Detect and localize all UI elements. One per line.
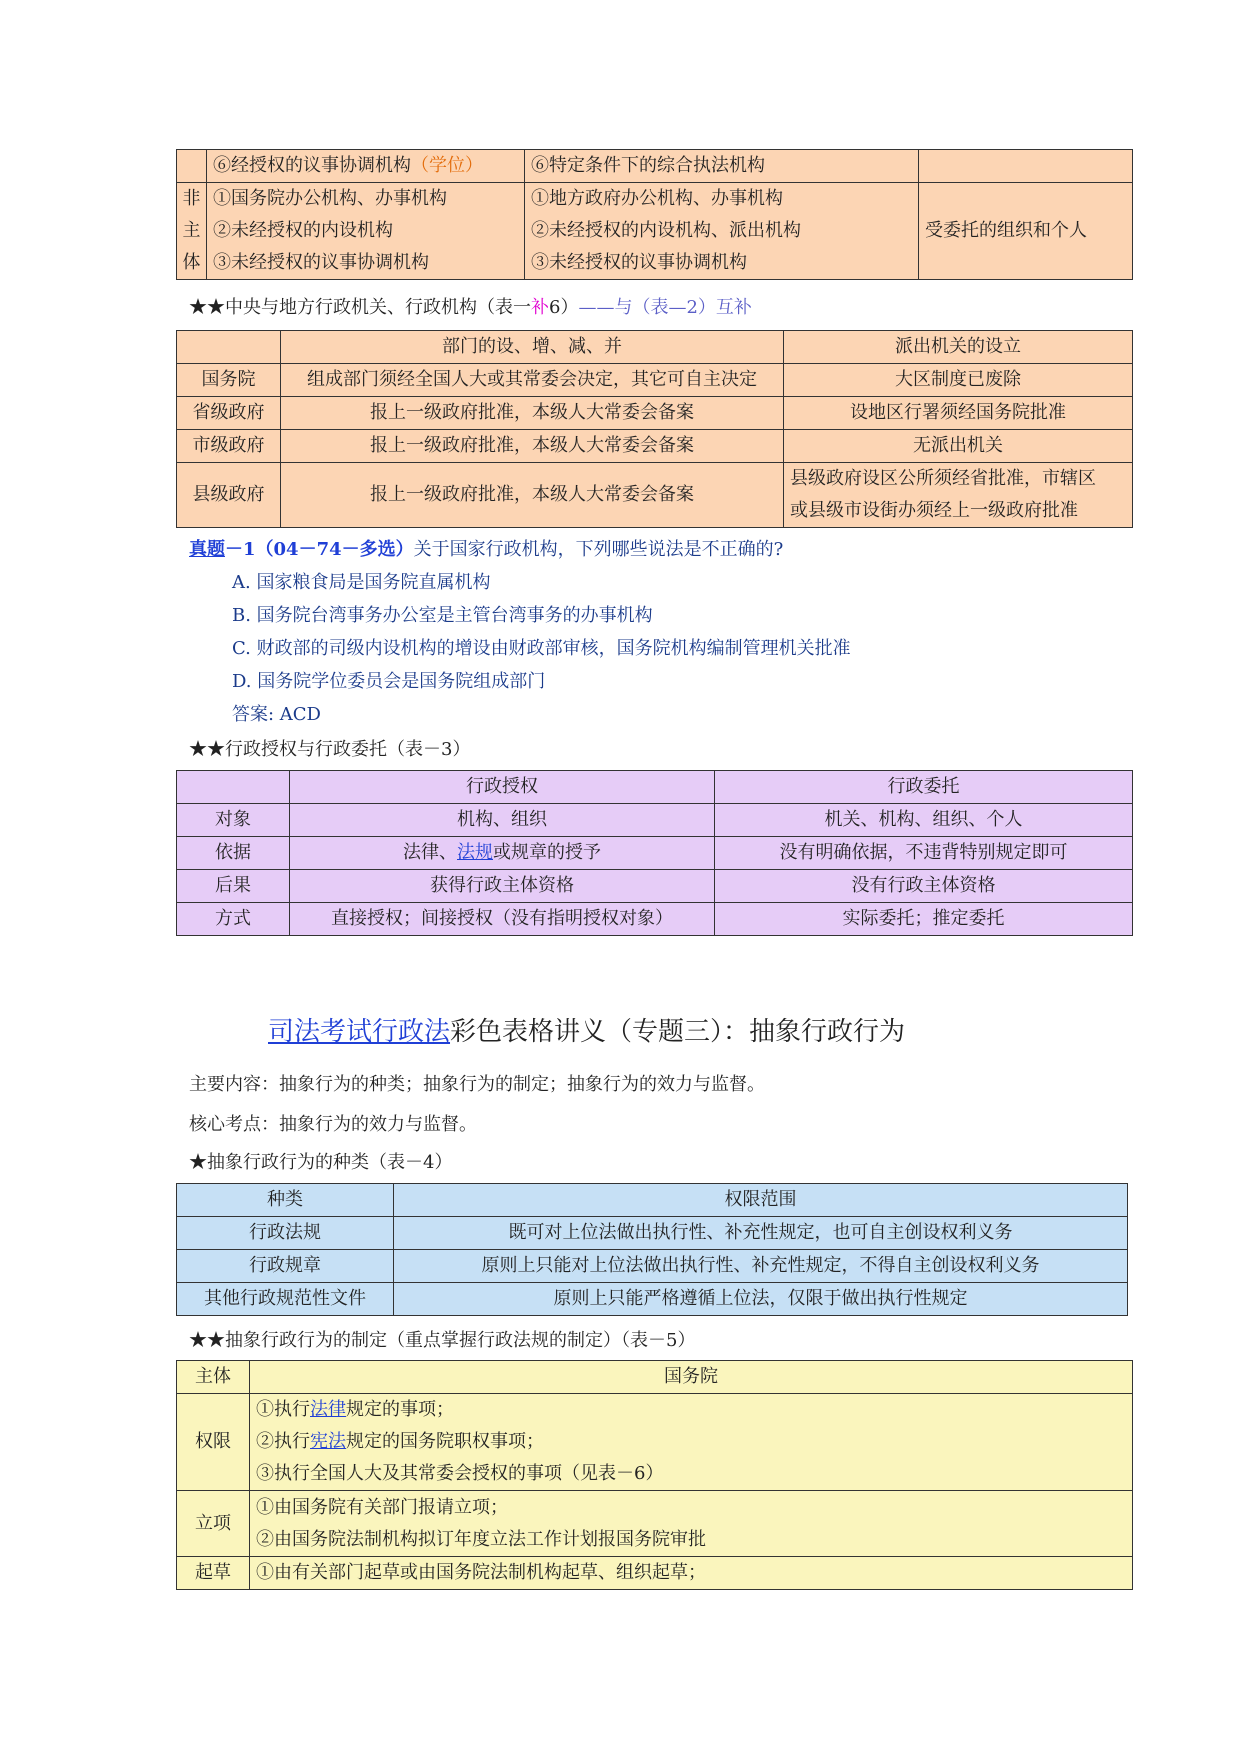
table-row: 权限 ①执行法律规定的事项； ②执行宪法规定的国务院职权事项； ③执行全国人大及其常委会授权的事项（见表－6）: [177, 1394, 1133, 1491]
section-heading-central-local: ★★中央与地方行政机关、行政机构（表一补6）——与（表—2）互补: [189, 297, 752, 318]
table-abstract-act-types: [176, 1183, 1128, 1316]
section-heading-types: ★抽象行政行为的种类（表－4）: [189, 1152, 453, 1173]
table-row: 其他行政规范性文件 原则上只能严格遵循上位法，仅限于做出执行性规定: [177, 1283, 1128, 1316]
link-xianfa[interactable]: 宪法: [310, 1431, 346, 1452]
page-title: 司法考试行政法彩色表格讲义（专题三）：抽象行政行为: [268, 1017, 906, 1047]
table-row: 方式 直接授权；间接授权（没有指明授权对象） 实际委托；推定委托: [177, 903, 1133, 936]
option-b: B. 国务院台湾事务办公室是主管台湾事务的办事机构: [232, 605, 653, 626]
core-point-line: 核心考点：抽象行为的效力与监督。: [189, 1114, 477, 1135]
table-row: 行政规章 原则上只能对上位法做出执行性、补充性规定，不得自主创设权利义务: [177, 1250, 1128, 1283]
table-row: 市级政府 报上一级政府批准，本级人大常委会备案 无派出机关: [177, 430, 1133, 463]
table-row: [177, 150, 1133, 183]
table-cell: ①国务院办公机构、办事机构 ②未经授权的内设机构 ③未经授权的议事协调机构: [207, 183, 525, 280]
table-cell: [919, 150, 1133, 183]
option-d: D. 国务院学位委员会是国务院组成部门: [232, 671, 546, 692]
table-subject-continuation: [176, 149, 1133, 280]
table-header-row: 种类 权限范围: [177, 1184, 1128, 1217]
exam-question: 真题－1（04－74－多选）关于国家行政机构，下列哪些说法是不正确的?: [189, 539, 784, 560]
table-row: 对象 机构、组织 机关、机构、组织、个人: [177, 804, 1133, 837]
table-cell: ⑥特定条件下的综合执法机构: [525, 150, 919, 183]
option-c: C. 财政部的司级内设机构的增设由财政部审核，国务院机构编制管理机关批准: [232, 638, 851, 659]
table-central-local-organs: [176, 330, 1133, 528]
table-row: 依据 法律、法规或规章的授予 没有明确依据，不违背特别规定即可: [177, 837, 1133, 870]
table-row: 行政法规 既可对上位法做出执行性、补充性规定，也可自主创设权利义务: [177, 1217, 1128, 1250]
table-row: 后果 获得行政主体资格 没有行政主体资格: [177, 870, 1133, 903]
option-a: A. 国家粮食局是国务院直属机构: [232, 572, 491, 593]
table-row: 省级政府 报上一级政府批准，本级人大常委会备案 设地区行署须经国务院批准: [177, 397, 1133, 430]
table-row: 起草 ①由有关部门起草或由国务院法制机构起草、组织起草；: [177, 1557, 1133, 1590]
table-regulation-formulation: [176, 1360, 1133, 1590]
table-row: [177, 183, 1133, 280]
answer: 答案: ACD: [232, 704, 321, 725]
table-authorization-delegation: [176, 770, 1133, 936]
link-falv[interactable]: 法律: [310, 1399, 346, 1420]
table-header-row: 行政授权 行政委托: [177, 771, 1133, 804]
table-header-row: 部门的设、增、减、并 派出机关的设立: [177, 331, 1133, 364]
title-link[interactable]: 司法考试行政法: [268, 1017, 451, 1047]
table-header-row: 主体 国务院: [177, 1361, 1133, 1394]
table-cell: ①地方政府办公机构、办事机构 ②未经授权的内设机构、派出机构 ③未经授权的议事协调机构: [525, 183, 919, 280]
main-content-line: 主要内容：抽象行为的种类；抽象行为的制定；抽象行为的效力与监督。: [189, 1074, 765, 1095]
table-row: 县级政府 报上一级政府批准，本级人大常委会备案 县级政府设区公所须经省批准，市辖区 或县级市设街办须经上一级政府批准: [177, 463, 1133, 528]
link-fagui[interactable]: 法规: [457, 842, 493, 863]
table-cell: ⑥经授权的议事协调机构（学位）: [207, 150, 525, 183]
table-row: 立项 ①由国务院有关部门报请立项； ②由国务院法制机构拟订年度立法工作计划报国务院审批: [177, 1491, 1133, 1557]
section-heading-formulation: ★★抽象行政行为的制定（重点掌握行政法规的制定）（表－5）: [189, 1330, 696, 1351]
table-row: 国务院 组成部门须经全国人大或其常委会决定，其它可自主决定 大区制度已废除: [177, 364, 1133, 397]
table-cell: 受委托的组织和个人: [919, 183, 1133, 280]
section-heading-authorization: ★★行政授权与行政委托（表－3）: [189, 739, 471, 760]
non-subject-label: 非 主 体: [177, 183, 207, 280]
